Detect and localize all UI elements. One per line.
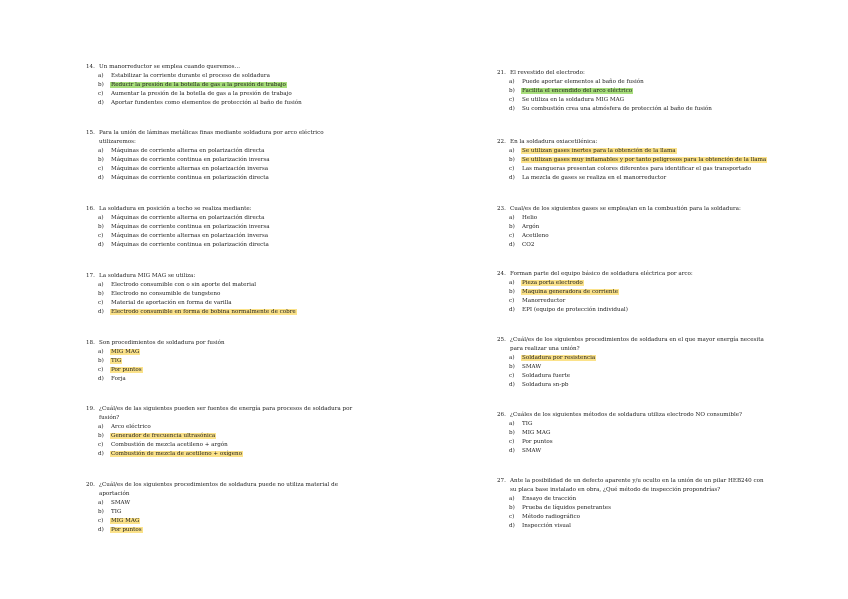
question-text-continued: fusión?: [99, 415, 120, 422]
option-letter: b): [509, 505, 515, 512]
option-text: La mezcla de gases se realiza en el manorreductor: [522, 175, 667, 182]
option-text: Máquinas de corriente continua en polarización directa: [111, 175, 269, 182]
question-text: ¿Cuál/es de los siguientes procedimientos de soldadura en el que mayor energía necesita: [510, 337, 764, 343]
option-text: Las mangueras presentan colores diferentes para identificar el gas transportado: [522, 166, 752, 173]
option-text: SMAW: [522, 448, 542, 455]
question-number: 14.: [86, 64, 95, 70]
option-letter: d): [509, 175, 515, 182]
option-text: SMAW: [522, 364, 542, 371]
question-title: [86, 272, 297, 281]
answer-option: [497, 381, 764, 390]
question-number: 24.: [497, 271, 506, 277]
answer-option: [497, 354, 764, 363]
option-letter: a): [98, 424, 104, 431]
option-letter: c): [98, 166, 104, 173]
option-letter: c): [98, 300, 104, 307]
answer-option: [497, 420, 742, 429]
option-text: TIG: [522, 421, 533, 428]
option-letter: a): [98, 215, 104, 222]
question-24: [497, 270, 693, 315]
answer-option: [497, 429, 742, 438]
option-letter: b): [509, 289, 515, 296]
option-letter: d): [509, 106, 515, 113]
option-text: Combustión de mezcla acetileno + argón: [111, 442, 228, 449]
question-25: [497, 336, 764, 391]
question-number: 26.: [497, 412, 506, 418]
option-letter: c): [509, 373, 515, 380]
answer-option: [497, 147, 767, 156]
answer-option: [497, 363, 764, 372]
highlighted-option-text: Se utilizan gases muy inflamables y por tanto peligrosos para la obtención de la llama: [522, 157, 767, 164]
option-letter: c): [98, 367, 104, 374]
option-letter: b): [509, 88, 515, 95]
option-text: Estabilizar la corriente durante el proceso de soldadura: [111, 73, 270, 80]
answer-option: [497, 87, 713, 96]
option-letter: d): [509, 448, 515, 455]
question-text: Cual/es de los siguientes gases se emplea/an en la combustión para la soldadura:: [510, 206, 741, 212]
answer-option: [86, 441, 352, 450]
answer-option: [86, 299, 297, 308]
option-letter: d): [509, 307, 515, 314]
question-text-continued: su placa base instalado en obra, ¿Qué método de inspección propondrías?: [510, 487, 721, 494]
question-17: [86, 272, 297, 317]
option-text: Argón: [522, 224, 540, 231]
question-title: [86, 481, 338, 490]
question-number: 23.: [497, 206, 506, 212]
option-text: Máquinas de corriente continua en polarización inversa: [111, 157, 270, 164]
option-text: Prueba de líquidos penetrantes: [522, 505, 611, 512]
answer-option: [86, 508, 338, 517]
question-18: [86, 339, 225, 384]
highlighted-option-text: MIG MAG: [111, 518, 140, 525]
option-text: Acetileno: [522, 233, 549, 240]
option-text: Material de aportación en forma de varilla: [111, 300, 232, 307]
question-23: [497, 205, 741, 250]
answer-option: [497, 495, 764, 504]
answer-option: [86, 450, 352, 459]
answer-option: [497, 78, 713, 87]
question-title: [497, 477, 764, 486]
answer-option: [86, 423, 352, 432]
option-text: Manorreductor: [522, 298, 566, 305]
option-text: Máquinas de corriente continua en polarización inversa: [111, 224, 270, 231]
answer-option: [86, 90, 303, 99]
answer-option: [497, 513, 764, 522]
answer-option: [86, 290, 297, 299]
option-letter: a): [509, 496, 515, 503]
option-text: Máquinas de corriente continua en polarización directa: [111, 242, 269, 249]
option-letter: a): [98, 500, 104, 507]
option-letter: d): [98, 527, 104, 534]
option-text: Su combustión crea una atmósfera de protección al baño de fusión: [522, 106, 712, 113]
answer-option: [86, 526, 338, 535]
option-letter: d): [98, 100, 104, 107]
question-title: [497, 411, 742, 420]
question-text: Ante la posibilidad de un defecto aparente y/u oculto en la unión de un pilar HEB240 con: [510, 478, 764, 484]
question-26: [497, 411, 742, 456]
answer-option: [86, 357, 225, 366]
question-title: [497, 205, 741, 214]
question-text: Son procedimientos de soldadura por fusión: [99, 340, 225, 346]
question-number: 17.: [86, 273, 95, 279]
highlighted-option-text: Reducir la presión de la botella de gas a la presión de trabajo: [111, 82, 286, 89]
option-letter: b): [98, 291, 104, 298]
option-letter: b): [509, 364, 515, 371]
option-letter: c): [98, 91, 104, 98]
option-text: Máquinas de corriente alternas en polarización inversa: [111, 233, 269, 240]
option-text: Aportar fundentes como elementos de protección al baño de fusión: [111, 100, 302, 107]
option-letter: a): [509, 148, 515, 155]
answer-option: [497, 223, 741, 232]
option-text: Máquinas de corriente alterna en polarización directa: [111, 148, 265, 155]
answer-option: [86, 308, 297, 317]
option-text: Aumentar la presión de la botella de gas a la presión de trabajo: [111, 91, 292, 98]
question-16: [86, 205, 271, 250]
option-text: Electrodo no consumible de tungsteno: [111, 291, 221, 298]
option-letter: c): [509, 166, 515, 173]
option-letter: b): [98, 224, 104, 231]
option-letter: c): [98, 442, 104, 449]
option-text: Método radiográfico: [522, 514, 580, 521]
question-27: [497, 477, 764, 532]
option-letter: b): [98, 358, 104, 365]
answer-option: [497, 288, 693, 297]
answer-option: [497, 96, 713, 105]
answer-option: [86, 241, 271, 250]
option-text: Ensayo de tracción: [522, 496, 577, 503]
question-number: 25.: [497, 337, 506, 343]
answer-option: [86, 174, 324, 183]
highlighted-option-text: MIG MAG: [111, 349, 140, 356]
answer-option: [497, 504, 764, 513]
answer-option: [497, 447, 742, 456]
question-number: 22.: [497, 139, 506, 145]
answer-option: [86, 348, 225, 357]
question-title: [497, 336, 764, 345]
option-letter: b): [98, 509, 104, 516]
highlighted-option-text: Por puntos: [111, 527, 142, 534]
option-text: Forja: [111, 376, 126, 383]
answer-option: [86, 375, 225, 384]
option-text: Inspección visual: [522, 523, 571, 530]
question-number: 20.: [86, 482, 95, 488]
question-number: 19.: [86, 406, 95, 412]
question-text: El revestido del electrodo:: [510, 70, 585, 76]
question-text: ¿Cuál/es de los siguientes procedimientos de soldadura puede no utiliza material de: [99, 482, 339, 488]
question-text: La soldadura en posición a techo se realiza mediante:: [99, 206, 252, 212]
question-text-continued: utilizaremos:: [99, 139, 136, 146]
option-text: Helio: [522, 215, 538, 222]
highlighted-option-text: Electrodo consumible en forma de bobina normalmente de cobre: [111, 309, 296, 316]
option-text: Soldadura fuerte: [522, 373, 571, 380]
highlighted-option-text: Soldadura por resistencia: [522, 355, 596, 362]
question-text: ¿Cuál/es de las siguientes pueden ser fuentes de energía para procesos de soldadura por: [99, 406, 353, 412]
option-letter: c): [509, 439, 515, 446]
highlighted-option-text: Generador de frecuencia ultrasónica: [111, 433, 216, 440]
highlighted-option-text: Se utilizan gases inertes para la obtención de la llama: [522, 148, 676, 155]
option-text: Se utiliza en la soldadura MIG MAG: [522, 97, 625, 104]
question-title: [497, 138, 767, 147]
option-letter: c): [509, 233, 515, 240]
option-letter: d): [98, 242, 104, 249]
answer-option: [86, 156, 324, 165]
option-letter: b): [98, 157, 104, 164]
question-14: [86, 63, 303, 108]
answer-option: [86, 165, 324, 174]
answer-option: [497, 297, 693, 306]
question-number: 21.: [497, 70, 506, 76]
answer-option: [86, 366, 225, 375]
answer-option: [86, 223, 271, 232]
option-letter: a): [98, 73, 104, 80]
option-text: MIG MAG: [522, 430, 551, 437]
option-letter: a): [509, 421, 515, 428]
highlighted-option-text: Pieza porta electrodo: [522, 280, 583, 287]
option-letter: c): [509, 298, 515, 305]
option-letter: a): [98, 349, 104, 356]
option-letter: b): [509, 430, 515, 437]
question-title: [86, 63, 303, 72]
highlighted-option-text: Combustión de mezcla de acetileno + oxígeno: [111, 451, 243, 458]
option-letter: d): [98, 175, 104, 182]
option-letter: d): [98, 451, 104, 458]
highlighted-option-text: Facilita el encendido del arco eléctrico: [522, 88, 633, 95]
question-text-continued: aportación: [99, 491, 130, 498]
question-text: Un manorreductor se emplea cuando queremos…: [99, 64, 241, 70]
answer-option: [86, 81, 303, 90]
option-letter: d): [98, 309, 104, 316]
question-title: [86, 205, 271, 214]
question-20: [86, 481, 338, 536]
answer-option: [86, 99, 303, 108]
question-text-continued: para realizar una unión?: [510, 346, 580, 353]
option-text: SMAW: [111, 500, 131, 507]
option-letter: d): [509, 382, 515, 389]
answer-option: [497, 105, 713, 114]
question-19: [86, 405, 352, 460]
question-text: Forman parte del equipo básico de soldadura eléctrica por arco:: [510, 271, 693, 277]
answer-option: [497, 232, 741, 241]
option-letter: d): [98, 376, 104, 383]
answer-option: [86, 147, 324, 156]
answer-option: [86, 432, 352, 441]
option-letter: c): [509, 514, 515, 521]
answer-option: [497, 279, 693, 288]
question-title: [497, 69, 713, 78]
question-number: 16.: [86, 206, 95, 212]
option-letter: c): [98, 233, 104, 240]
answer-option: [86, 281, 297, 290]
answer-option: [497, 156, 767, 165]
question-21: [497, 69, 713, 114]
answer-option: [497, 214, 741, 223]
highlighted-option-text: Maquina generadora de corriente: [522, 289, 619, 296]
option-letter: b): [509, 224, 515, 231]
answer-option: [497, 438, 742, 447]
answer-option: [86, 72, 303, 81]
option-text: Máquinas de corriente alterna en polarización directa: [111, 215, 265, 222]
question-number: 18.: [86, 340, 95, 346]
question-title: [497, 270, 693, 279]
option-letter: c): [98, 518, 104, 525]
answer-option: [497, 241, 741, 250]
option-letter: d): [509, 242, 515, 249]
option-letter: a): [509, 79, 515, 86]
option-letter: a): [98, 282, 104, 289]
question-text: En la soldadura oxiacetilénica:: [510, 139, 598, 145]
option-letter: b): [98, 82, 104, 89]
answer-option: [497, 174, 767, 183]
option-text: EPI (equipo de protección individual): [522, 307, 628, 314]
question-text: Para la unión de láminas metálicas finas mediante soldadura por arco eléctrico: [99, 130, 324, 136]
answer-option: [497, 522, 764, 531]
option-letter: a): [98, 148, 104, 155]
option-letter: a): [509, 215, 515, 222]
option-text: Máquinas de corriente alternas en polarización inversa: [111, 166, 269, 173]
option-letter: a): [509, 355, 515, 362]
option-text: CO2: [522, 242, 535, 249]
option-text: Soldadura sn-pb: [522, 382, 569, 389]
question-title: [86, 339, 225, 348]
question-text: La soldadura MIG MAG se utiliza:: [99, 273, 196, 279]
question-text: ¿Cuáles de los siguientes métodos de soldadura utiliza electrodo NO consumible?: [510, 412, 743, 418]
option-letter: b): [509, 157, 515, 164]
question-22: [497, 138, 767, 183]
answer-option: [497, 306, 693, 315]
question-15: [86, 129, 324, 184]
answer-option: [86, 214, 271, 223]
highlighted-option-text: TIG: [111, 358, 122, 365]
option-letter: a): [509, 280, 515, 287]
question-title: [86, 405, 352, 414]
option-text: TIG: [111, 509, 122, 516]
option-text: Por puntos: [522, 439, 553, 446]
answer-option: [86, 232, 271, 241]
option-text: Electrodo consumible con o sin aporte del material: [111, 282, 257, 289]
answer-option: [86, 517, 338, 526]
question-title: [86, 129, 324, 138]
option-letter: d): [509, 523, 515, 530]
option-letter: b): [98, 433, 104, 440]
highlighted-option-text: Por puntos: [111, 367, 142, 374]
answer-option: [497, 372, 764, 381]
option-text: Puede aportar elementos al baño de fusión: [522, 79, 644, 86]
question-number: 15.: [86, 130, 95, 136]
option-letter: c): [509, 97, 515, 104]
option-text: Arco eléctrico: [111, 424, 151, 431]
question-number: 27.: [497, 478, 506, 484]
answer-option: [86, 499, 338, 508]
answer-option: [497, 165, 767, 174]
